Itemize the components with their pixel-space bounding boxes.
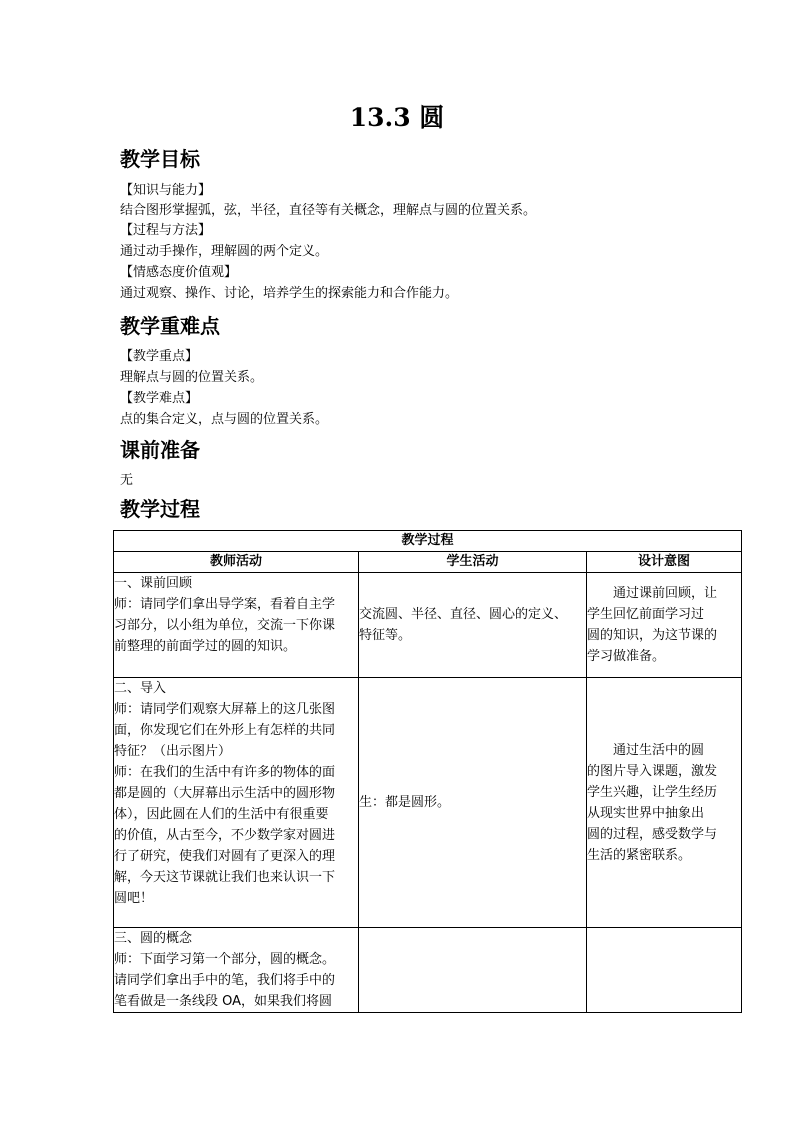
- teacher-line: 请同学们拿出手中的笔，我们将手中的: [114, 973, 336, 988]
- teacher-activity-cell: [114, 573, 359, 678]
- teacher-line: 面，你发现它们在外形上有怎样的共同: [114, 723, 336, 738]
- teacher-line: 笔看做是一条线段 OA，如果我们将圆: [114, 994, 333, 1009]
- objectives-line: 通过动手操作，理解圆的两个定义。: [120, 244, 329, 259]
- design-intent-cell: [587, 928, 742, 1013]
- keypoints-line: 【教学重点】: [120, 349, 199, 364]
- teacher-line: 一、课前回顾: [114, 576, 193, 591]
- design-intent-cell: [587, 573, 742, 678]
- intent-line: 通过生活中的圆: [613, 742, 705, 758]
- teacher-line: 三、圆的概念: [114, 931, 193, 946]
- column-header-student: 学生活动: [359, 552, 587, 573]
- table-row: [114, 573, 742, 678]
- column-header-teacher: 教师活动: [114, 552, 359, 573]
- teacher-line: 解，今天这节课就让我们也来认识一下: [114, 870, 336, 885]
- student-activity-cell: [359, 928, 587, 1013]
- objectives-line: 【过程与方法】: [120, 223, 212, 238]
- teacher-line: 特征？（出示图片）: [114, 744, 232, 759]
- student-activity-cell: [359, 573, 587, 678]
- student-line: 特征等。: [359, 628, 412, 643]
- keypoints-line: 理解点与圆的位置关系。: [120, 370, 264, 385]
- student-activity-cell: [359, 678, 587, 928]
- teacher-line: 前整理的前面学过的圆的知识。: [114, 639, 297, 654]
- objectives-line: 【情感态度价值观】: [120, 265, 238, 280]
- intent-line: 学习做准备。: [587, 649, 666, 664]
- teacher-activity-cell: [114, 678, 359, 928]
- table-row: [114, 678, 742, 928]
- table-row: [114, 928, 742, 1013]
- teacher-line: 圆吧！: [114, 891, 154, 906]
- teacher-line: 都是圆的（大屏幕出示生活中的圆形物: [114, 786, 336, 801]
- teacher-line: 习部分，以小组为单位，交流一下你课: [114, 618, 336, 633]
- heading-objectives: 教学目标: [120, 147, 200, 171]
- design-intent-cell: [587, 678, 742, 928]
- student-line: 交流圆、半径、直径、圆心的定义、: [359, 607, 568, 622]
- intent-line: 生活的紧密联系。: [587, 847, 692, 863]
- table-caption: 教学过程: [114, 531, 742, 552]
- intent-line: 从现实世界中抽象出: [587, 805, 705, 821]
- keypoints-line: 【教学难点】: [120, 391, 199, 406]
- heading-process: 教学过程: [120, 497, 200, 521]
- student-line: 生：都是圆形。: [359, 795, 451, 810]
- intent-line: 圆的过程，感受数学与: [587, 826, 718, 842]
- intent-line: 的图片导入课题，激发: [587, 763, 718, 779]
- teacher-activity-cell: [114, 928, 359, 1013]
- objectives-line: 结合图形掌握弧，弦，半径，直径等有关概念，理解点与圆的位置关系。: [120, 203, 537, 218]
- column-header-intent: 设计意图: [587, 552, 742, 573]
- process-table: [113, 530, 742, 1013]
- preparation-line: 无: [120, 473, 134, 488]
- teacher-line: 二、导入: [114, 681, 167, 696]
- teacher-line: 师：请同学们观察大屏幕上的这几张图: [114, 702, 336, 717]
- intent-line: 通过课前回顾，让: [613, 586, 718, 601]
- intent-line: 学生回忆前面学习过: [587, 607, 705, 622]
- heading-keypoints: 教学重难点: [120, 314, 220, 338]
- teacher-line: 行了研究，使我们对圆有了更深入的理: [114, 849, 336, 864]
- teacher-line: 体），因此圆在人们的生活中有很重要: [114, 807, 329, 822]
- heading-preparation: 课前准备: [120, 438, 200, 462]
- objectives-line: 【知识与能力】: [120, 183, 212, 198]
- teacher-line: 的价值，从古至今，不少数学家对圆进: [114, 828, 336, 843]
- document-title: 13.3 圆: [349, 103, 445, 132]
- intent-line: 圆的知识，为这节课的: [587, 628, 718, 643]
- teacher-line: 师：请同学们拿出导学案，看着自主学: [114, 597, 336, 612]
- teacher-line: 师：在我们的生活中有许多的物体的面: [114, 765, 336, 780]
- objectives-line: 通过观察、操作、讨论，培养学生的探索能力和合作能力。: [120, 286, 459, 301]
- teacher-line: 师：下面学习第一个部分，圆的概念。: [114, 952, 336, 967]
- intent-line: 学生兴趣，让学生经历: [587, 784, 718, 800]
- keypoints-line: 点的集合定义，点与圆的位置关系。: [120, 412, 329, 427]
